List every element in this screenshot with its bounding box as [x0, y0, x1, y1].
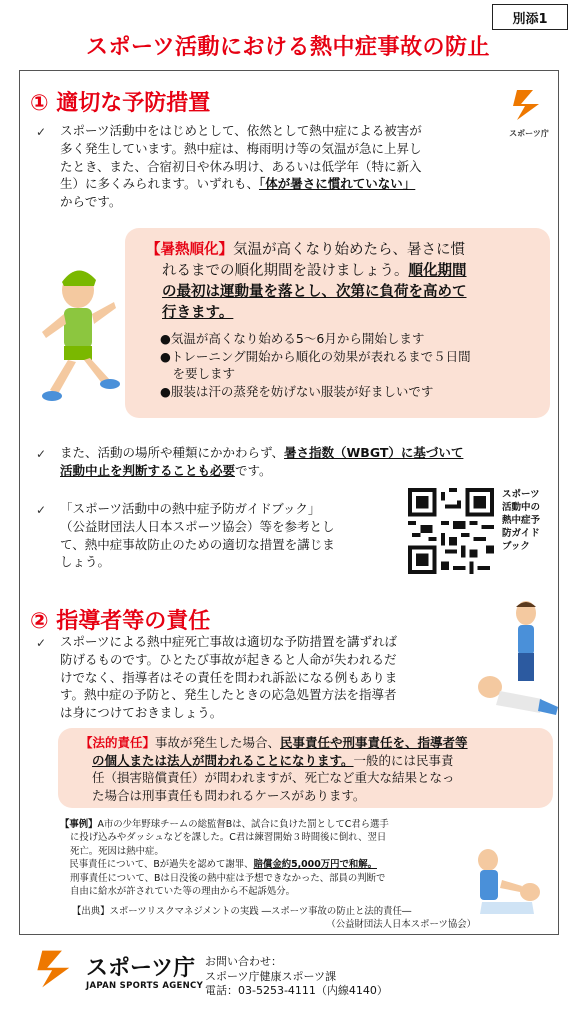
text-line: 気温が高くなり始めたら、暑さに慣	[233, 242, 465, 258]
box-label: 【法的責任】	[80, 735, 156, 750]
section2-heading: ② 指導者等の責任	[30, 609, 211, 634]
qr-code-icon[interactable]	[408, 488, 494, 574]
emphasis-text: 「体が暑さに慣れていない」	[259, 176, 416, 192]
bullet-item: ●服装は汗の蒸発を妨げない服装が好ましいです	[160, 383, 434, 399]
text-line: 多く発生しています。熱中症は、梅雨明け等の気温が急に上昇し	[60, 140, 422, 156]
footer-logo-jp: スポーツ庁	[86, 956, 196, 981]
caption-line: 防ガイド	[502, 528, 540, 539]
text-line: 死亡。死因は熱中症。	[70, 845, 164, 857]
text-line: からです。	[60, 194, 122, 210]
text-line: です。	[235, 462, 272, 478]
text-line: て、熱中症事故防止のための適切な措置を講じま	[60, 536, 335, 552]
box-label: 【暑熱順化】	[146, 242, 233, 258]
bullet-item: ●トレーニング開始から順化の効果が表れるまで５日間	[160, 348, 471, 364]
text-line: また、活動の場所や種類にかかわらず、	[60, 445, 285, 460]
emphasis-text: 行きます。	[162, 305, 234, 321]
text-line: しょう。	[60, 554, 111, 570]
text-line: に投げ込みやダッシュなどを課した。C君は練習開始３時間後に倒れ、翌日	[70, 832, 387, 844]
text-line: 生）に多くみられます。いずれも、	[60, 176, 260, 192]
text-line: A市の少年野球チームの総監督Bは、試合に負けた罰としてC君ら選手	[97, 819, 389, 830]
caption-line: 活動中の	[502, 502, 541, 513]
emphasis-text: の個人または法人が問われることになります。	[92, 752, 354, 768]
section1-heading: ① 適切な予防措置	[30, 91, 211, 116]
case-label: 【事例】	[60, 819, 98, 830]
emphasis-text: 賠償金約5,000万円で和解。	[253, 859, 377, 871]
check-icon: ✓	[36, 636, 47, 650]
page-title: スポーツ活動における熱中症事故の防止	[85, 35, 491, 60]
text-line: 一般的には民事責	[353, 752, 454, 768]
text-line: 防げるものです。ひとたび事故が起きると人命が失われるだ	[60, 651, 397, 667]
text-line: れるまでの順化期間を設けましょう。	[162, 263, 409, 279]
text-line: スポーツ活動中をはじめとして、依然として熱中症による被害が	[60, 123, 422, 138]
attachment-tag: 別添1	[492, 4, 568, 30]
check-icon: ✓	[36, 125, 47, 139]
caption-line: スポーツ	[502, 489, 540, 500]
logo-caption: スポーツ庁	[509, 129, 549, 138]
caption-line: 熱中症予	[502, 515, 541, 526]
text-line: は身につけておきましょう。	[60, 705, 223, 721]
text-line: 刑事責任について、Bは日没後の熱中症は予想できなかった、部員の判断で	[70, 872, 386, 884]
section1-paragraph2	[60, 444, 540, 480]
source-citation	[72, 905, 492, 932]
legal-box-text	[80, 734, 540, 804]
emphasis-text: の最初は運動量を落とし、次第に負荷を高めて	[162, 284, 467, 300]
text-line: 「スポーツ活動中の熱中症予防ガイドブック」	[60, 501, 321, 516]
case-example	[60, 818, 460, 898]
flame-logo-icon	[507, 88, 551, 122]
text-line: 民事責任について、Bが過失を認めて謝罪、	[60, 859, 254, 871]
contact-info	[205, 955, 388, 999]
sports-agency-logo	[507, 88, 551, 139]
section1-paragraph3	[60, 500, 400, 571]
text-line: 任（損害賠償責任）が問われますが、死亡など重大な結果となっ	[92, 770, 455, 785]
text-line: 事故が発生した場合、	[155, 735, 281, 750]
bullet-item: を要します	[160, 366, 236, 381]
bullet-item: ●気温が高くなり始める5～6月から開始します	[160, 331, 425, 346]
emphasis-text: 民事責任や刑事責任を、指導者等	[280, 735, 468, 750]
contact-line: 電話：03-5253-4111（内線4140）	[205, 984, 388, 997]
emphasis-text: 活動中止を判断することも必要	[60, 462, 236, 478]
caption-line: ブック	[502, 541, 530, 552]
heat-box-text	[146, 240, 542, 324]
footer-logo-en: JAPAN SPORTS AGENCY	[86, 981, 204, 991]
flame-logo-icon	[30, 945, 84, 993]
section1-paragraph1	[60, 122, 500, 211]
contact-line: スポーツ庁健康スポーツ課	[205, 969, 337, 983]
check-icon: ✓	[36, 447, 47, 461]
qr-caption	[502, 488, 562, 553]
contact-line: お問い合わせ：	[205, 955, 282, 968]
emphasis-text: 順化期間	[408, 263, 467, 279]
text-line: スポーツによる熱中症死亡事故は適切な予防措置を講ずれば	[60, 634, 398, 649]
text-line: 自由に給水が許されていた等の理由から不起訴処分。	[70, 886, 296, 898]
text-line: けでなく、指導者はその責任を問われ訴訟になる例もありま	[60, 669, 398, 685]
section2-paragraph	[60, 633, 480, 722]
text-line: （公益財団法人日本スポーツ協会）等を参考とし	[60, 518, 335, 534]
heat-bullets	[160, 330, 545, 400]
check-icon: ✓	[36, 503, 47, 517]
emphasis-text: 暑さ指数（WBGT）に基づいて	[284, 445, 464, 460]
runner-illustration-icon	[28, 262, 128, 412]
text-line: たとき、また、合宿初日や休み明け、あるいは低学年（特に新入	[60, 158, 422, 174]
source-line: （公益財団法人日本スポーツ協会）	[326, 919, 476, 931]
text-line: た場合は刑事責任も問われるケースがあります。	[92, 787, 366, 803]
source-line: 【出典】スポーツリスクマネジメントの実践 ―スポーツ事故の防止と法的責任―	[72, 906, 412, 917]
text-line: す。熱中症の予防と、発生したときの応急処置方法を指導者	[60, 687, 397, 703]
